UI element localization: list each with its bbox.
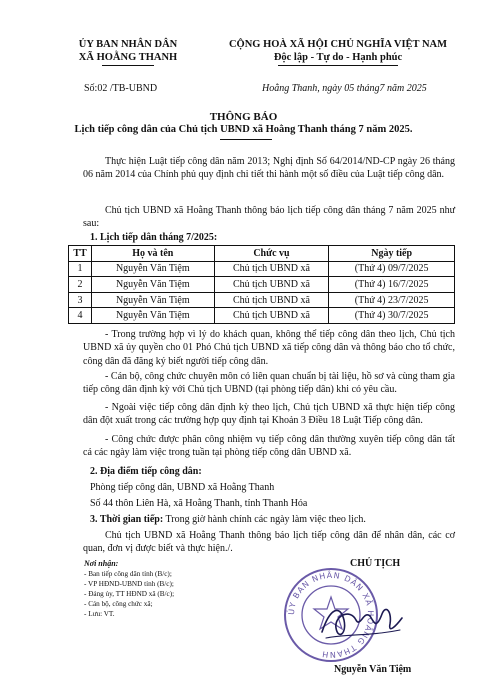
section-1-heading: 1. Lịch tiếp dân tháng 7/2025: xyxy=(90,232,218,243)
cell-position: Chủ tịch UBND xã xyxy=(214,261,329,277)
recipient-item: - VP HĐND-UBND tỉnh (B/c); xyxy=(84,580,174,588)
location-line-1: Phòng tiếp công dân, UBND xã Hoằng Thanh xyxy=(90,482,275,493)
cell-position: Chủ tịch UBND xã xyxy=(214,292,329,308)
cell-date: (Thứ 4) 09/7/2025 xyxy=(329,261,455,277)
note-paragraph-3: - Ngoài việc tiếp công dân định kỳ theo lịch, Chủ tịch UBND xã thực hiện tiếp công dân đột xuất trong các trường hợp quy định tại Khoản 3 Điều 18 Luật Tiếp công dân. xyxy=(83,402,455,427)
section-3-heading: 3. Thời gian tiếp: xyxy=(90,514,164,525)
cell-name: Nguyễn Văn Tiệm xyxy=(91,277,214,293)
col-header-name: Họ và tên xyxy=(91,246,214,262)
title-underline xyxy=(220,139,272,140)
header-left xyxy=(58,38,198,66)
cell-date: (Thứ 4) 23/7/2025 xyxy=(329,292,455,308)
note-paragraph-4: - Công chức được phân công nhiệm vụ tiếp công dân thường xuyên tiếp công dân tất cả các ngày làm việc trong tuần tại phòng tiếp công dân UBND xã. xyxy=(83,434,455,459)
col-header-date: Ngày tiếp xyxy=(329,246,455,262)
cell-tt: 2 xyxy=(69,277,92,293)
motto-underline xyxy=(278,65,398,66)
recipients-heading: Nơi nhận: xyxy=(84,559,119,568)
section-3-line xyxy=(90,513,462,526)
cell-position: Chủ tịch UBND xã xyxy=(214,308,329,324)
section-3-text: Trong giờ hành chính các ngày làm việc theo lịch. xyxy=(163,514,366,525)
doc-subtitle: Lịch tiếp công dân của Chủ tịch UBND xã Hoằng Thanh tháng 7 năm 2025. xyxy=(74,124,413,135)
table-row xyxy=(69,308,455,324)
org-subname: XÃ HOẰNG THANH xyxy=(78,52,178,63)
schedule-table xyxy=(68,245,455,324)
org-underline xyxy=(102,65,154,66)
signer-name: Nguyễn Văn Tiệm xyxy=(334,664,412,675)
col-header-position: Chức vụ xyxy=(214,246,329,262)
cell-position: Chủ tịch UBND xã xyxy=(214,277,329,293)
seal-text: ỦY BAN NHÂN DÂN XÃ HOẰNG THANH xyxy=(286,570,376,660)
cell-name: Nguyễn Văn Tiệm xyxy=(91,308,214,324)
cell-tt: 1 xyxy=(69,261,92,277)
nation-motto: Độc lập - Tự do - Hạnh phúc xyxy=(273,52,403,63)
note-paragraph-1: - Trong trường hợp vì lý do khách quan, không thể tiếp công dân theo lịch, Chủ tịch UBND xã ủy quyền cho 01 Phó Chủ tịch UBND xã tiếp công dân và thông báo cho tổ chức, công dân đã đăng ký biết người tiếp công dân. xyxy=(83,329,455,367)
table-row xyxy=(69,261,455,277)
col-header-tt: TT xyxy=(69,246,92,262)
section-2-heading: 2. Địa điểm tiếp công dân: xyxy=(90,466,202,477)
location-line-2: Số 44 thôn Liên Hà, xã Hoằng Thanh, tỉnh Thanh Hóa xyxy=(90,498,308,509)
doc-title: THÔNG BÁO xyxy=(209,111,278,123)
recipient-item: - Lưu: VT. xyxy=(84,610,115,618)
note-paragraph-2: - Cán bộ, công chức chuyên môn có liên quan chuẩn bị tài liệu, hồ sơ và cùng tham gia tiếp công dân định kỳ với Chủ tịch UBND (tại phòng tiếp dân) khi có yêu cầu. xyxy=(83,371,455,396)
cell-name: Nguyễn Văn Tiệm xyxy=(91,292,214,308)
closing-paragraph: Chủ tịch UBND xã Hoằng Thanh thông báo lịch tiếp công dân để nhân dân, các cơ quan, đơn vị được biết và thực hiện./. xyxy=(83,530,455,555)
table-header-row xyxy=(69,246,455,262)
recipient-item: - Cán bộ, công chức xã; xyxy=(84,600,153,608)
recipients-block xyxy=(84,559,174,619)
header-right xyxy=(218,38,458,66)
recipient-item: - Ban tiếp công dân tỉnh (B/c); xyxy=(84,570,172,578)
intro-paragraph-1: Thực hiện Luật tiếp công dân năm 2013; Nghị định Số 64/2014/ND-CP ngày 26 tháng 06 năm 2014 của Chính phủ quy định chi tiết thi hành một số điều của Luật tiếp công dân. xyxy=(83,156,455,181)
intro-paragraph-2: Chủ tịch UBND xã Hoằng Thanh thông báo lịch tiếp công dân tháng 7 năm 2025 như sau: xyxy=(83,205,455,230)
cell-tt: 3 xyxy=(69,292,92,308)
cell-tt: 4 xyxy=(69,308,92,324)
cell-name: Nguyễn Văn Tiệm xyxy=(91,261,214,277)
table-row xyxy=(69,277,455,293)
doc-date: Hoằng Thanh, ngày 05 tháng7 năm 2025 xyxy=(262,83,427,94)
handwritten-signature xyxy=(316,590,406,650)
cell-date: (Thứ 4) 30/7/2025 xyxy=(329,308,455,324)
nation-name: CỘNG HOÀ XÃ HỘI CHỦ NGHĨA VIỆT NAM xyxy=(228,39,448,50)
table-row xyxy=(69,292,455,308)
signer-title: CHỦ TỊCH xyxy=(350,558,401,569)
recipient-item: - Đảng ủy, TT HĐND xã (B/c); xyxy=(84,590,175,598)
cell-date: (Thứ 4) 16/7/2025 xyxy=(329,277,455,293)
org-name: ỦY BAN NHÂN DÂN xyxy=(78,39,178,50)
doc-number: Số:02 /TB-UBND xyxy=(84,83,158,94)
